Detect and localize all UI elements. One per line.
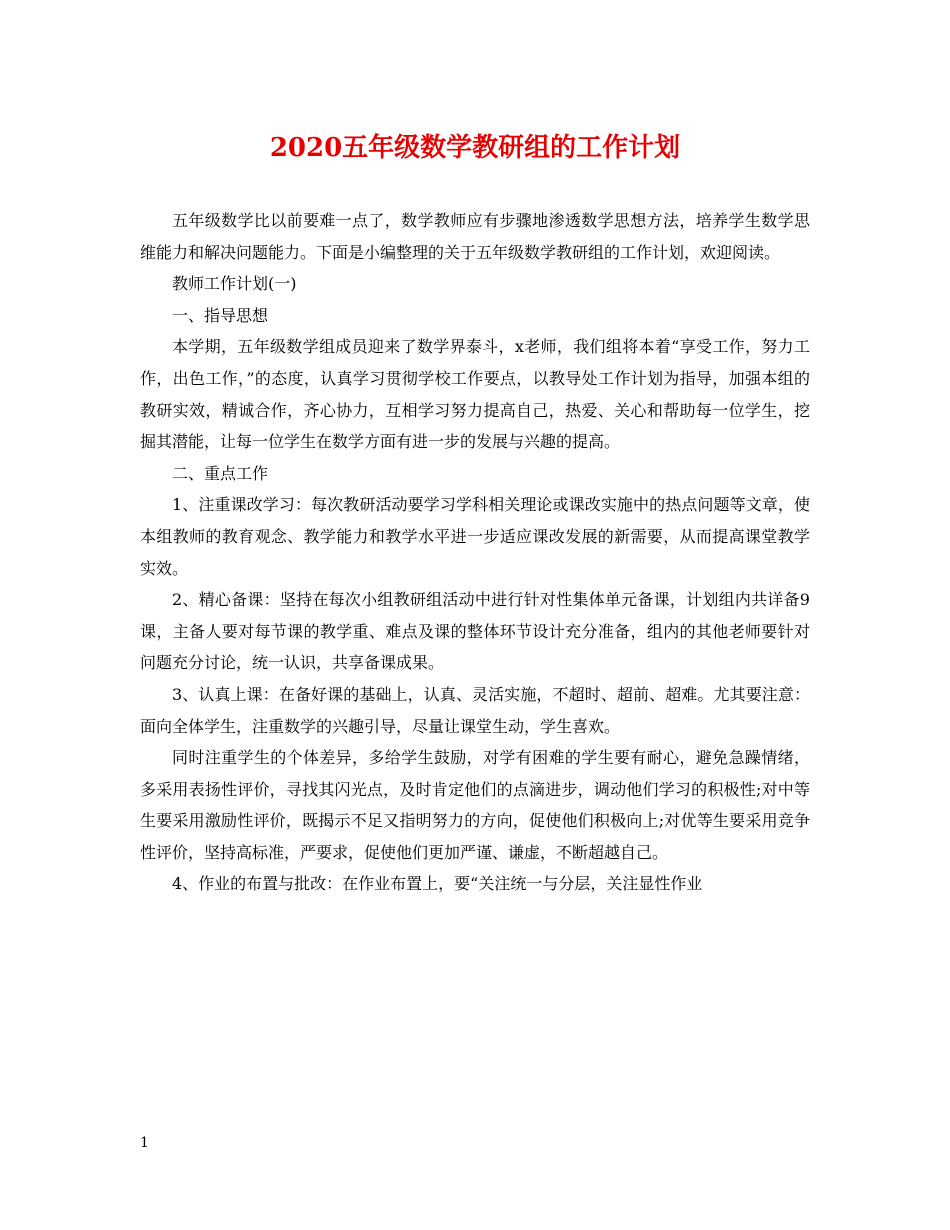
paragraph-item-3: 3、认真上课：在备好课的基础上，认真、灵活实施，不超时、超前、超难。尤其要注意： 面向全体学生，注重数学的兴趣引导，尽量让课堂生动，学生喜欢。	[140, 684, 810, 736]
heading-guiding-ideology: 一、指导思想	[172, 305, 269, 325]
document-body	[140, 205, 810, 900]
document-title: 2020五年级数学教研组的工作计划	[269, 133, 681, 163]
paragraph-guiding-ideology: 本学期，五年级数学组成员迎来了数学界泰斗，x老师，我们组将本着“享受工作，努力工作，出色工作，”的态度，认真学习贯彻学校工作要点，以教导处工作计划为指导，加强本组的教研实效，精诚合作，齐心协力，互相学习努力提高自己，热爱、关心和帮助每一位学生，挖掘其潜能，让每一位学生在数学方面有进一步的发展与兴趣的提高。	[140, 337, 810, 452]
paragraph-individual-differences: 同时注重学生的个体差异，多给学生鼓励，对学有困难的学生要有耐心，避免急躁情绪，多采用表扬性评价，寻找其闪光点，及时肯定他们的点滴进步，调动他们学习的积极性;对中等生要采用激励性评价，既揭示不足又指明努力的方向，促使他们积极向上;对优等生要采用竞争性评价，坚持高标准，严要求，促使他们更加严谨、谦虚，不断超越自己。	[140, 748, 810, 862]
paragraph-item-4: 4、作业的布置与批改：在作业布置上，要“关注统一与分层，关注显性作业	[172, 874, 703, 894]
heading-plan-one: 教师工作计划(一)	[172, 274, 297, 294]
paragraph-intro: 五年级数学比以前要难一点了，数学教师应有步骤地渗透数学思想方法，培养学生数学思维能力和解决问题能力。下面是小编整理的关于五年级数学教研组的工作计划，欢迎阅读。	[140, 211, 810, 262]
heading-key-work: 二、重点工作	[172, 463, 269, 483]
paragraph-item-2: 2、精心备课：坚持在每次小组教研组活动中进行针对性集体单元备课，计划组内共详备9课，主备人要对每节课的教学重、难点及课的整体环节设计充分准备，组内的其他老师要针对问题充分讨论，统一认识，共享备课成果。	[140, 590, 810, 673]
paragraph-item-1: 1、注重课改学习：每次教研活动要学习学科相关理论或课改实施中的热点问题等文章，使本组教师的教育观念、教学能力和教学水平进一步适应课改发展的新需要，从而提高课堂教学实效。	[140, 495, 810, 578]
page-number: 1	[140, 1135, 149, 1151]
